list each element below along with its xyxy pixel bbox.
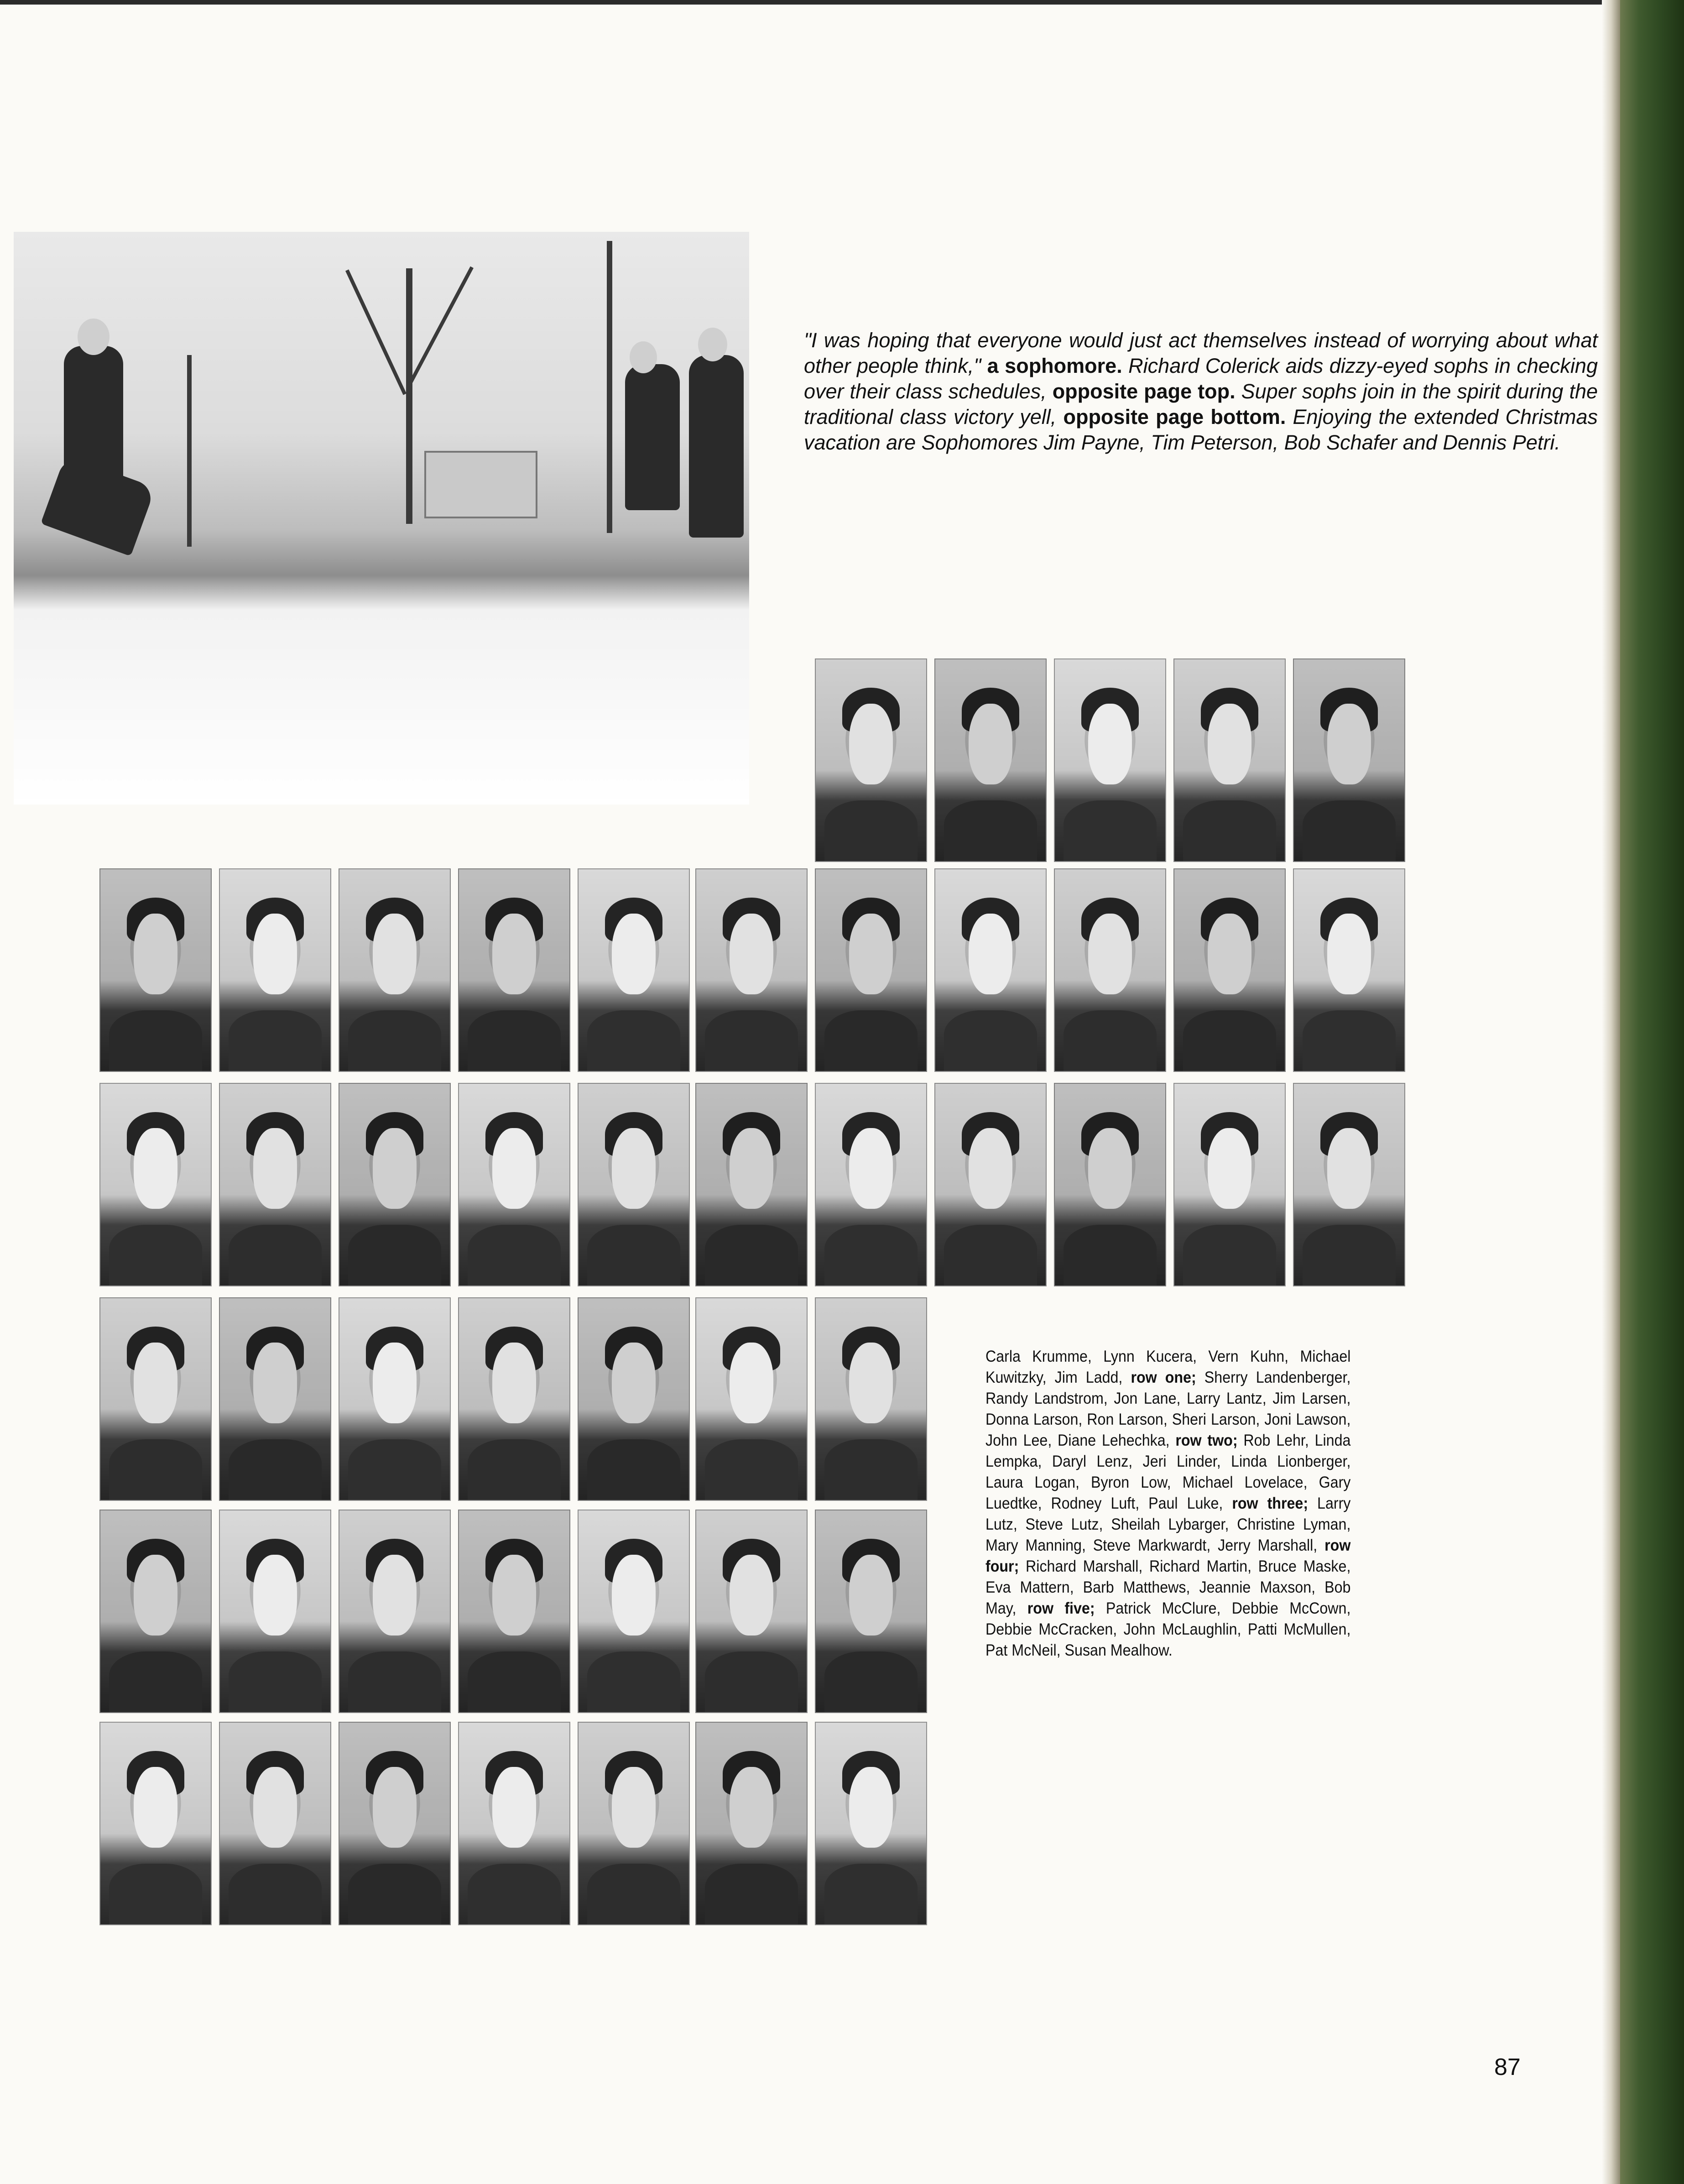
portrait-face bbox=[1327, 1128, 1371, 1209]
portrait-face bbox=[492, 914, 537, 994]
portrait-face bbox=[253, 1128, 297, 1209]
portrait-face bbox=[134, 1343, 178, 1423]
student-portrait bbox=[339, 1722, 451, 1925]
portrait-body bbox=[1183, 1225, 1276, 1285]
student-portrait bbox=[219, 868, 331, 1072]
portrait-body bbox=[109, 1225, 202, 1285]
student-name-list: Carla Krumme, Lynn Kucera, Vern Kuhn, Michael Kuwitzky, Jim Ladd, row one; Sherry Landenberger, Randy Landstrom, Jon Lane, Larry Lantz, Jim Larsen, Donna Larson, Ron Larson, Sheri Larson, Joni Lawson, John Lee, Diane Lehechka, row two; Rob Lehr, Linda Lempka, Daryl Lenz, Jeri Linder, Linda Lionberger, Laura Logan, Byron Low, Michael Lovelace, Gary Luedtke, Rodney Luft, Paul Luke, row three; Larry Lutz, Steve Lutz, Sheilah Lybarger, Christine Lyman, Mary Manning, Steve Markwardt, Jerry Marshall, row four; Richard Marshall, Richard Martin, Bruce Maske, Eva Mattern, Barb Matthews, Jeannie Maxson, Bob May, row five; Patrick McClure, Debbie McCown, Debbie McCracken, John McLaughlin, Patti McMullen, Pat McNeil, Susan Mealhow. bbox=[985, 1348, 1351, 1659]
portrait-body bbox=[348, 1225, 441, 1285]
portrait-body bbox=[587, 1010, 680, 1071]
portrait-body bbox=[109, 1010, 202, 1071]
portrait-body bbox=[1303, 1010, 1395, 1071]
portrait-body bbox=[109, 1651, 202, 1712]
portrait-body bbox=[229, 1439, 321, 1500]
portrait-face bbox=[730, 1767, 774, 1848]
student-portrait bbox=[1054, 868, 1166, 1072]
student-portrait bbox=[815, 1083, 927, 1286]
student-portrait bbox=[695, 868, 808, 1072]
portrait-face bbox=[730, 1343, 774, 1423]
student-portrait bbox=[695, 1510, 808, 1713]
portrait-body bbox=[348, 1010, 441, 1071]
student-portrait bbox=[458, 1083, 570, 1286]
portrait-face bbox=[253, 1555, 297, 1635]
portrait-face bbox=[1208, 1128, 1252, 1209]
portrait-body bbox=[824, 1651, 917, 1712]
portrait-face bbox=[492, 1128, 537, 1209]
portrait-face bbox=[373, 1767, 417, 1848]
portrait-body bbox=[824, 1225, 917, 1285]
portrait-face bbox=[492, 1767, 537, 1848]
page-number: 87 bbox=[1494, 2054, 1521, 2080]
portrait-body bbox=[348, 1651, 441, 1712]
student-portrait bbox=[578, 1297, 690, 1501]
portrait-body bbox=[229, 1651, 321, 1712]
portrait-body bbox=[587, 1864, 680, 1924]
portrait-face bbox=[253, 1343, 297, 1423]
student-portrait bbox=[934, 658, 1047, 862]
portrait-face bbox=[730, 914, 774, 994]
student-portrait bbox=[934, 1083, 1047, 1286]
portrait-body bbox=[468, 1439, 560, 1500]
portrait-face bbox=[1327, 704, 1371, 784]
portrait-face bbox=[849, 1555, 893, 1635]
portrait-face bbox=[253, 1767, 297, 1848]
portrait-face bbox=[1208, 914, 1252, 994]
portrait-body bbox=[587, 1225, 680, 1285]
portrait-face bbox=[849, 1767, 893, 1848]
portrait-body bbox=[1064, 800, 1156, 861]
portrait-face bbox=[373, 1128, 417, 1209]
portrait-face bbox=[1088, 704, 1132, 784]
portrait-face bbox=[612, 1555, 656, 1635]
student-portrait bbox=[1054, 1083, 1166, 1286]
portrait-body bbox=[468, 1651, 560, 1712]
student-portrait bbox=[99, 1297, 212, 1501]
portrait-body bbox=[229, 1225, 321, 1285]
student-portrait bbox=[1054, 658, 1166, 862]
portrait-face bbox=[373, 1343, 417, 1423]
portrait-face bbox=[969, 1128, 1013, 1209]
portrait-body bbox=[468, 1864, 560, 1924]
portrait-face bbox=[373, 1555, 417, 1635]
student-portrait bbox=[815, 868, 927, 1072]
portrait-body bbox=[705, 1010, 798, 1071]
portrait-body bbox=[1183, 800, 1276, 861]
student-portrait bbox=[578, 1510, 690, 1713]
portrait-body bbox=[824, 1439, 917, 1500]
portrait-body bbox=[1183, 1010, 1276, 1071]
student-portrait bbox=[815, 658, 927, 862]
portrait-body bbox=[109, 1864, 202, 1924]
student-portrait bbox=[695, 1083, 808, 1286]
portrait-body bbox=[705, 1225, 798, 1285]
portrait-body bbox=[944, 1225, 1037, 1285]
student-portrait bbox=[99, 868, 212, 1072]
portrait-body bbox=[348, 1439, 441, 1500]
student-portrait bbox=[458, 868, 570, 1072]
portrait-body bbox=[587, 1439, 680, 1500]
student-portrait bbox=[339, 1510, 451, 1713]
portrait-body bbox=[705, 1864, 798, 1924]
student-portrait bbox=[339, 1083, 451, 1286]
student-portrait bbox=[458, 1510, 570, 1713]
student-portrait bbox=[578, 868, 690, 1072]
page-top-edge bbox=[0, 0, 1620, 5]
student-portrait bbox=[339, 868, 451, 1072]
portrait-face bbox=[730, 1555, 774, 1635]
student-portrait bbox=[99, 1510, 212, 1713]
portrait-body bbox=[348, 1864, 441, 1924]
portrait-face bbox=[1088, 1128, 1132, 1209]
portrait-body bbox=[1064, 1225, 1156, 1285]
student-portrait bbox=[458, 1722, 570, 1925]
portrait-body bbox=[1064, 1010, 1156, 1071]
portrait-face bbox=[849, 704, 893, 784]
student-portrait bbox=[1293, 658, 1405, 862]
portrait-face bbox=[849, 1343, 893, 1423]
student-portrait bbox=[578, 1083, 690, 1286]
student-portrait bbox=[1173, 1083, 1286, 1286]
portrait-face bbox=[253, 914, 297, 994]
student-portrait bbox=[1293, 868, 1405, 1072]
portrait-face bbox=[492, 1343, 537, 1423]
portrait-face bbox=[492, 1555, 537, 1635]
portrait-body bbox=[468, 1225, 560, 1285]
student-portrait bbox=[1173, 658, 1286, 862]
portrait-body bbox=[824, 1864, 917, 1924]
photo-caption: "I was hoping that everyone would just act themselves instead of worrying about what other people think," a sophomore. Richard Colerick aids dizzy-eyed sophs in checking over their class schedules, opposite page top. Super sophs join in the spirit during the traditional class victory yell, opposite page bottom. Enjoying the extended Christmas vacation are Sophomores Jim Payne, Tim Peterson, Bob Schafer and Dennis Petri. bbox=[804, 329, 1598, 454]
student-portrait bbox=[578, 1722, 690, 1925]
portrait-body bbox=[705, 1439, 798, 1500]
student-portrait bbox=[99, 1722, 212, 1925]
portrait-body bbox=[824, 1010, 917, 1071]
binding-shadow bbox=[1602, 0, 1620, 2184]
portrait-face bbox=[612, 1343, 656, 1423]
portrait-body bbox=[587, 1651, 680, 1712]
student-portrait bbox=[219, 1722, 331, 1925]
portrait-face bbox=[612, 1128, 656, 1209]
portrait-face bbox=[849, 914, 893, 994]
student-portrait bbox=[815, 1297, 927, 1501]
portrait-face bbox=[612, 914, 656, 994]
student-portrait bbox=[219, 1510, 331, 1713]
student-portrait bbox=[695, 1722, 808, 1925]
portrait-face bbox=[134, 1767, 178, 1848]
portrait-body bbox=[944, 1010, 1037, 1071]
portrait-face bbox=[1327, 914, 1371, 994]
student-portrait bbox=[695, 1297, 808, 1501]
portrait-face bbox=[134, 1128, 178, 1209]
student-portrait bbox=[219, 1083, 331, 1286]
portrait-body bbox=[1303, 1225, 1395, 1285]
portrait-body bbox=[229, 1864, 321, 1924]
portrait-face bbox=[134, 914, 178, 994]
portrait-face bbox=[1208, 704, 1252, 784]
student-portrait bbox=[219, 1297, 331, 1501]
snow-photo bbox=[14, 232, 749, 805]
portrait-body bbox=[109, 1439, 202, 1500]
portrait-body bbox=[468, 1010, 560, 1071]
student-portrait bbox=[815, 1510, 927, 1713]
student-portrait bbox=[1173, 868, 1286, 1072]
student-portrait bbox=[934, 868, 1047, 1072]
portrait-face bbox=[373, 914, 417, 994]
student-portrait bbox=[815, 1722, 927, 1925]
student-portrait bbox=[339, 1297, 451, 1501]
portrait-face bbox=[134, 1555, 178, 1635]
book-binding bbox=[1620, 0, 1684, 2184]
portrait-face bbox=[849, 1128, 893, 1209]
student-portrait bbox=[1293, 1083, 1405, 1286]
portrait-body bbox=[824, 800, 917, 861]
portrait-face bbox=[730, 1128, 774, 1209]
portrait-face bbox=[612, 1767, 656, 1848]
portrait-face bbox=[969, 704, 1013, 784]
student-portrait bbox=[458, 1297, 570, 1501]
portrait-body bbox=[1303, 800, 1395, 861]
portrait-face bbox=[969, 914, 1013, 994]
portrait-body bbox=[705, 1651, 798, 1712]
student-portrait bbox=[99, 1083, 212, 1286]
portrait-body bbox=[229, 1010, 321, 1071]
portrait-body bbox=[944, 800, 1037, 861]
portrait-face bbox=[1088, 914, 1132, 994]
